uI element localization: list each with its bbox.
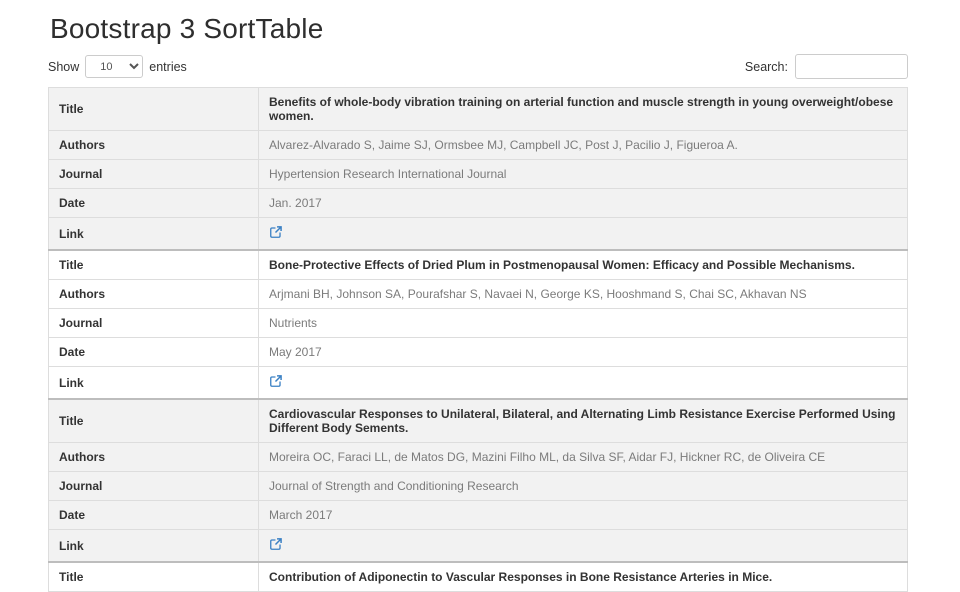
publication-link[interactable] — [269, 374, 283, 388]
search-control — [745, 54, 908, 79]
date-cell: March 2017 — [259, 501, 908, 530]
publication-link[interactable] — [269, 537, 283, 551]
table-row — [49, 88, 908, 131]
table-row — [49, 338, 908, 367]
table-row — [49, 131, 908, 160]
table-controls — [48, 54, 908, 79]
search-label: Search: — [744, 59, 788, 74]
record-1 — [49, 88, 908, 251]
authors-cell: Alvarez-Alvarado S, Jaime SJ, Ormsbee MJ, Campbell JC, Post J, Pacilio J, Figueroa A. — [259, 131, 908, 160]
table-row — [49, 399, 908, 443]
row-label-authors: Authors — [49, 280, 259, 309]
entries-label: entries — [149, 59, 187, 74]
row-label-date: Date — [49, 501, 259, 530]
title-cell: Cardiovascular Responses to Unilateral, Bilateral, and Alternating Limb Resistance Exercise Performed Using Different Body Sements. — [259, 399, 908, 443]
journal-cell: Hypertension Research International Journal — [259, 160, 908, 189]
authors-cell: Moreira OC, Faraci LL, de Matos DG, Mazini Filho ML, da Silva SF, Aidar FJ, Hickner RC, de Oliveira CE — [259, 443, 908, 472]
journal-cell: Nutrients — [259, 309, 908, 338]
row-label-journal: Journal — [49, 472, 259, 501]
table-row — [49, 160, 908, 189]
table-row — [49, 309, 908, 338]
row-label-link: Link — [49, 367, 259, 400]
row-label-authors: Authors — [49, 443, 259, 472]
publication-link[interactable] — [269, 225, 283, 239]
external-link-icon — [269, 225, 283, 239]
title-cell: Bone-Protective Effects of Dried Plum in Postmenopausal Women: Efficacy and Possible Mechanisms. — [259, 250, 908, 280]
row-label-title: Title — [49, 399, 259, 443]
title-cell: Contribution of Adiponectin to Vascular Responses in Bone Resistance Arteries in Mice. — [259, 562, 908, 592]
publications-table — [48, 87, 908, 592]
date-cell: May 2017 — [259, 338, 908, 367]
table-row — [49, 250, 908, 280]
title-cell: Benefits of whole-body vibration training on arterial function and muscle strength in young overweight/obese women. — [259, 88, 908, 131]
table-row — [49, 218, 908, 251]
table-row — [49, 189, 908, 218]
external-link-icon — [269, 537, 283, 551]
external-link-icon — [269, 374, 283, 388]
link-cell — [259, 367, 908, 400]
link-cell — [259, 530, 908, 563]
table-row — [49, 367, 908, 400]
authors-cell: Arjmani BH, Johnson SA, Pourafshar S, Navaei N, George KS, Hooshmand S, Chai SC, Akhavan NS — [259, 280, 908, 309]
page-title: Bootstrap 3 SortTable — [50, 13, 324, 44]
search-input[interactable] — [795, 54, 908, 79]
row-label-date: Date — [49, 189, 259, 218]
show-label: Show — [48, 59, 80, 74]
row-label-authors: Authors — [49, 131, 259, 160]
record-2 — [49, 250, 908, 399]
page-size-select[interactable] — [85, 55, 143, 78]
row-label-title: Title — [49, 250, 259, 280]
row-label-link: Link — [49, 218, 259, 251]
link-cell — [259, 218, 908, 251]
table-row — [49, 280, 908, 309]
date-cell: Jan. 2017 — [259, 189, 908, 218]
table-row — [49, 472, 908, 501]
table-row — [49, 562, 908, 592]
table-row — [49, 530, 908, 563]
table-row — [49, 443, 908, 472]
row-label-journal: Journal — [49, 309, 259, 338]
journal-cell: Journal of Strength and Conditioning Research — [259, 472, 908, 501]
row-label-title: Title — [49, 88, 259, 131]
record-3 — [49, 399, 908, 562]
row-label-link: Link — [49, 530, 259, 563]
row-label-date: Date — [49, 338, 259, 367]
row-label-title: Title — [49, 562, 259, 592]
row-label-journal: Journal — [49, 160, 259, 189]
record-4 — [49, 562, 908, 592]
page-container — [48, 13, 908, 592]
page-length-control — [48, 55, 187, 78]
table-row — [49, 501, 908, 530]
